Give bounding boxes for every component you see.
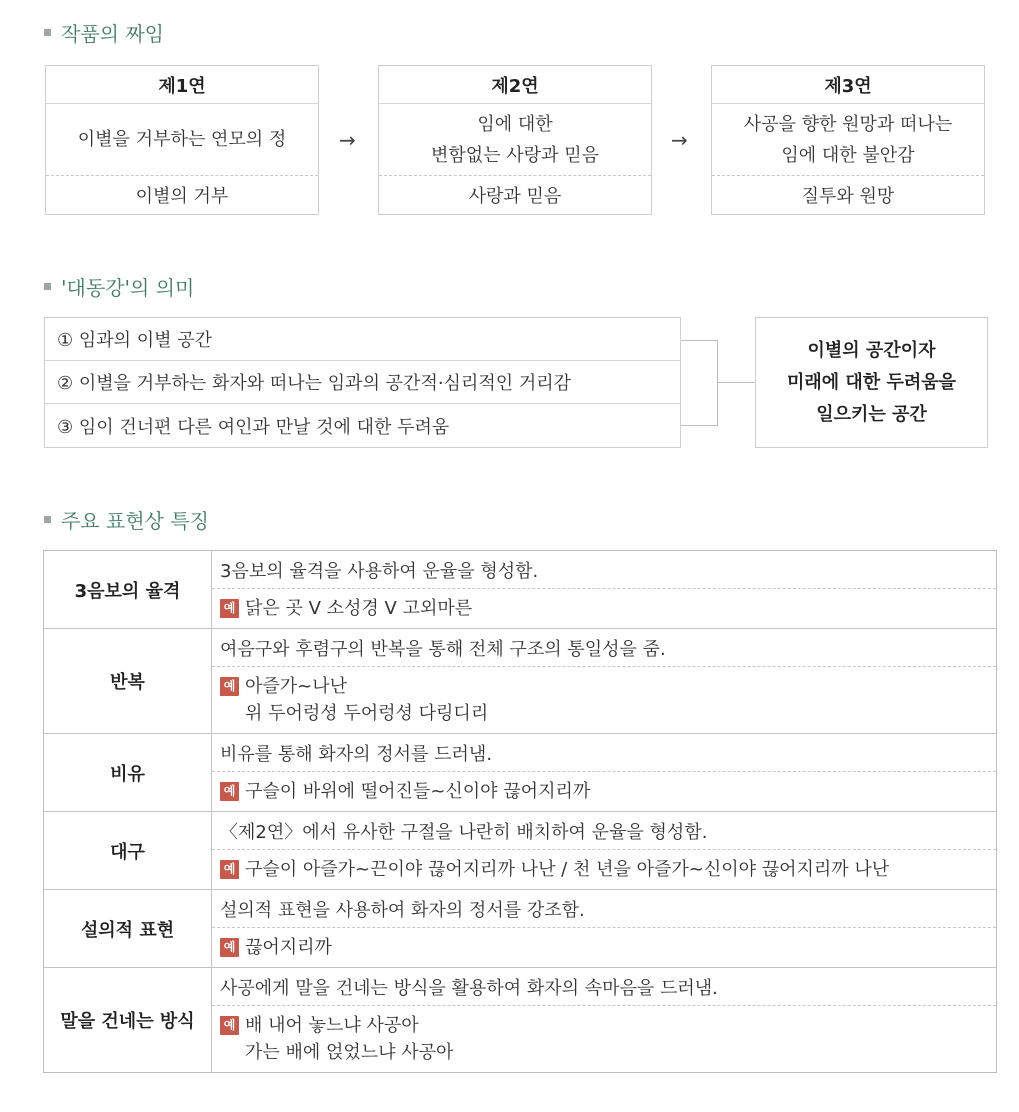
connector-bracket	[681, 340, 718, 426]
stanza-title: 제2연	[379, 66, 651, 104]
stanza-content-line: 이별을 거부하는 연모의 정	[77, 129, 287, 150]
feature-row	[44, 734, 996, 812]
stanza-box-1	[45, 65, 319, 215]
feature-row	[44, 551, 996, 629]
section-title-features	[44, 505, 209, 534]
example-text: 끊어지리까	[245, 937, 332, 958]
stanza-summary: 질투와 원망	[801, 186, 895, 207]
feature-name: 반복	[44, 629, 212, 733]
stanza-title: 제3연	[712, 66, 984, 104]
feature-example	[212, 589, 996, 628]
example-text: 가는 배에 얹었느냐 사공아	[245, 1042, 454, 1063]
square-bullet-icon	[44, 516, 51, 523]
stanza-box-3	[711, 65, 985, 215]
right-arrow-icon: →	[339, 128, 356, 152]
section-title-structure	[44, 18, 164, 47]
example-text: 닭은 곳 V 소성경 V 고외마른	[245, 598, 473, 619]
example-text: 배 내어 놓느냐 사공아	[245, 1015, 419, 1036]
stanza-content	[379, 104, 651, 176]
feature-example	[212, 772, 996, 811]
feature-example	[212, 1006, 996, 1072]
feature-description: 〈제2연〉에서 유사한 구절을 나란히 배치하여 운율을 형성함.	[212, 812, 996, 850]
meaning-summary-line: 일으키는 공간	[816, 403, 927, 425]
meaning-list	[44, 317, 681, 448]
feature-description: 3음보의 율격을 사용하여 운율을 형성함.	[212, 551, 996, 589]
right-arrow-icon: →	[671, 128, 688, 152]
feature-name: 설의적 표현	[44, 890, 212, 967]
connector-line	[718, 382, 755, 383]
feature-row	[44, 812, 996, 890]
stanza-box-2	[378, 65, 652, 215]
feature-row	[44, 890, 996, 968]
meaning-item: ① 임과의 이별 공간	[45, 318, 680, 361]
section-title-features-text: 주요 표현상 특징	[61, 509, 209, 533]
meaning-summary-line: 이별의 공간이자	[807, 339, 936, 361]
feature-description: 여음구와 후렴구의 반복을 통해 전체 구조의 통일성을 줌.	[212, 629, 996, 667]
feature-example	[212, 850, 996, 889]
example-badge-icon: 예	[220, 782, 239, 801]
feature-row	[44, 968, 996, 1072]
feature-name: 비유	[44, 734, 212, 811]
section-title-meaning	[44, 272, 194, 301]
section-title-structure-text: 작품의 짜임	[61, 22, 164, 46]
feature-row	[44, 629, 996, 734]
feature-description: 사공에게 말을 건네는 방식을 활용하여 화자의 속마음을 드러냄.	[212, 968, 996, 1006]
example-badge-icon: 예	[220, 860, 239, 879]
example-badge-icon: 예	[220, 677, 239, 696]
stanza-content-line: 임에 대한 불안감	[781, 144, 915, 166]
stanza-summary: 이별의 거부	[135, 186, 229, 207]
stanza-content	[712, 104, 984, 176]
stanza-summary: 사랑과 믿음	[468, 186, 562, 207]
example-text: 구슬이 바위에 떨어진들~신이야 끊어지리까	[245, 781, 591, 802]
meaning-item: ② 이별을 거부하는 화자와 떠나는 임과의 공간적·심리적인 거리감	[45, 361, 680, 404]
square-bullet-icon	[44, 29, 51, 36]
example-text: 위 두어렁셩 두어렁셩 다링디리	[245, 703, 489, 724]
stanza-title: 제1연	[46, 66, 318, 104]
meaning-item: ③ 임이 건너편 다른 여인과 만날 것에 대한 두려움	[57, 416, 450, 438]
feature-name: 말을 건네는 방식	[44, 968, 212, 1072]
feature-example	[212, 928, 996, 967]
stanza-content-line: 임에 대한	[477, 113, 553, 135]
stanza-content-line: 변함없는 사랑과 믿음	[431, 144, 599, 166]
section-title-meaning-text: '대동강'의 의미	[61, 276, 195, 300]
feature-name: 3음보의 율격	[44, 551, 212, 628]
example-badge-icon: 예	[220, 938, 239, 957]
example-text: 구슬이 아즐가~끈이야 끊어지리까 나난 / 천 년을 아즐가~신이야 끊어지리까 나난	[245, 859, 890, 880]
meaning-summary-box	[755, 317, 988, 448]
stanza-content-line: 사공을 향한 원망과 떠나는	[743, 113, 953, 135]
meaning-summary-line: 미래에 대한 두려움을	[786, 371, 957, 393]
features-table	[43, 550, 997, 1073]
stanza-content	[46, 104, 318, 176]
square-bullet-icon	[44, 283, 51, 290]
example-badge-icon: 예	[220, 599, 239, 618]
example-badge-icon: 예	[220, 1016, 239, 1035]
feature-description: 비유를 통해 화자의 정서를 드러냄.	[212, 734, 996, 772]
feature-name: 대구	[44, 812, 212, 889]
example-text: 아즐가~나난	[245, 676, 348, 697]
feature-example	[212, 667, 996, 733]
feature-description: 설의적 표현을 사용하여 화자의 정서를 강조함.	[212, 890, 996, 928]
